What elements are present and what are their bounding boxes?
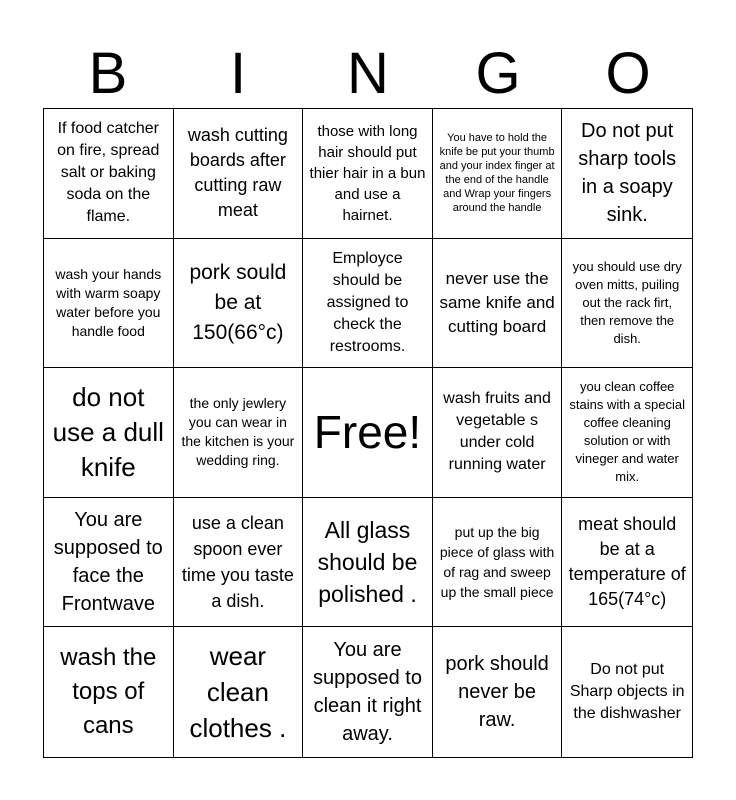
free-space-label: Free!	[313, 406, 422, 459]
cell-text: never use the same knife and cutting board	[439, 268, 555, 336]
cell-text: those with long hair should put thier hair in a bun and use a hairnet.	[309, 122, 426, 224]
bingo-cell-25[interactable]	[562, 627, 692, 757]
header-letter-i: I	[229, 41, 247, 106]
cell-text: you clean coffee stains with a special coffee cleaning solution or with vineger and water mix.	[569, 379, 685, 485]
cell-text: wash your hands with warm soapy water before you handle food	[55, 265, 162, 339]
bingo-cell-17[interactable]	[174, 498, 304, 628]
cell-text: wear clean clothes .	[189, 641, 287, 744]
bingo-cell-1[interactable]	[44, 109, 174, 239]
cell-text: Do not put sharp tools in a soapy sink.	[578, 120, 677, 227]
bingo-cell-21[interactable]	[44, 627, 174, 757]
cell-text: pork sould be at 150(66°c)	[189, 260, 287, 344]
bingo-cell-10[interactable]	[562, 239, 692, 369]
header-letter-b: B	[88, 41, 128, 106]
cell-text: Employce should be assigned to check the restrooms.	[326, 249, 409, 355]
bingo-cell-24[interactable]	[433, 627, 563, 757]
bingo-cell-11[interactable]	[44, 368, 174, 498]
cell-text: you should use dry oven mitts, puiling out the rack firt, then remove the dish.	[572, 258, 682, 346]
bingo-cell-18[interactable]	[303, 498, 433, 628]
cell-text: the only jewlery you can wear in the kitchen is your wedding ring.	[181, 395, 295, 469]
cell-text: wash fruits and vegetable s under cold running water	[443, 390, 551, 474]
bingo-cell-3[interactable]	[303, 109, 433, 239]
bingo-cell-9[interactable]	[433, 239, 563, 369]
bingo-cell-16[interactable]	[44, 498, 174, 628]
bingo-cell-4[interactable]	[433, 109, 563, 239]
cell-text: If food catcher on fire, spread salt or baking soda on the flame.	[57, 120, 160, 226]
cell-text: use a clean spoon ever time you taste a dish.	[181, 513, 294, 612]
bingo-cell-5[interactable]	[562, 109, 692, 239]
bingo-cell-7[interactable]	[174, 239, 304, 369]
cell-text: put up the big piece of glass with of rag and sweep up the small piece	[439, 524, 555, 601]
bingo-board	[43, 108, 693, 758]
header-letter-n: N	[347, 41, 389, 106]
cell-text: You have to hold the knife be put your thumb and your index finger at the end of the handle and Wrap your fingers around the handle	[439, 132, 555, 215]
bingo-cell-20[interactable]	[562, 498, 692, 628]
cell-text: All glass should be polished .	[317, 517, 418, 608]
bingo-cell-12[interactable]	[174, 368, 304, 498]
cell-text: You are supposed to face the Frontwave	[53, 509, 163, 616]
bingo-cell-free[interactable]	[303, 368, 433, 498]
header-letter-o: O	[605, 41, 651, 106]
bingo-cell-6[interactable]	[44, 239, 174, 369]
bingo-cell-22[interactable]	[174, 627, 304, 757]
cell-text: wash the tops of cans	[60, 644, 157, 740]
bingo-header	[43, 40, 693, 108]
cell-text: Do not put Sharp objects in the dishwasher	[569, 661, 685, 723]
cell-text: meat should be at a temperature of 165(74°c)	[568, 514, 686, 610]
cell-text: wash cutting boards after cutting raw meat	[187, 125, 288, 221]
cell-text: You are supposed to clean it right away.	[313, 639, 422, 746]
bingo-cell-23[interactable]	[303, 627, 433, 757]
cell-text: do not use a dull knife	[52, 381, 164, 482]
bingo-cell-2[interactable]	[174, 109, 304, 239]
bingo-cell-14[interactable]	[433, 368, 563, 498]
bingo-cell-15[interactable]	[562, 368, 692, 498]
cell-text: pork should never be raw.	[445, 653, 549, 732]
bingo-cell-19[interactable]	[433, 498, 563, 628]
header-letter-g: G	[475, 41, 521, 106]
bingo-cell-8[interactable]	[303, 239, 433, 369]
